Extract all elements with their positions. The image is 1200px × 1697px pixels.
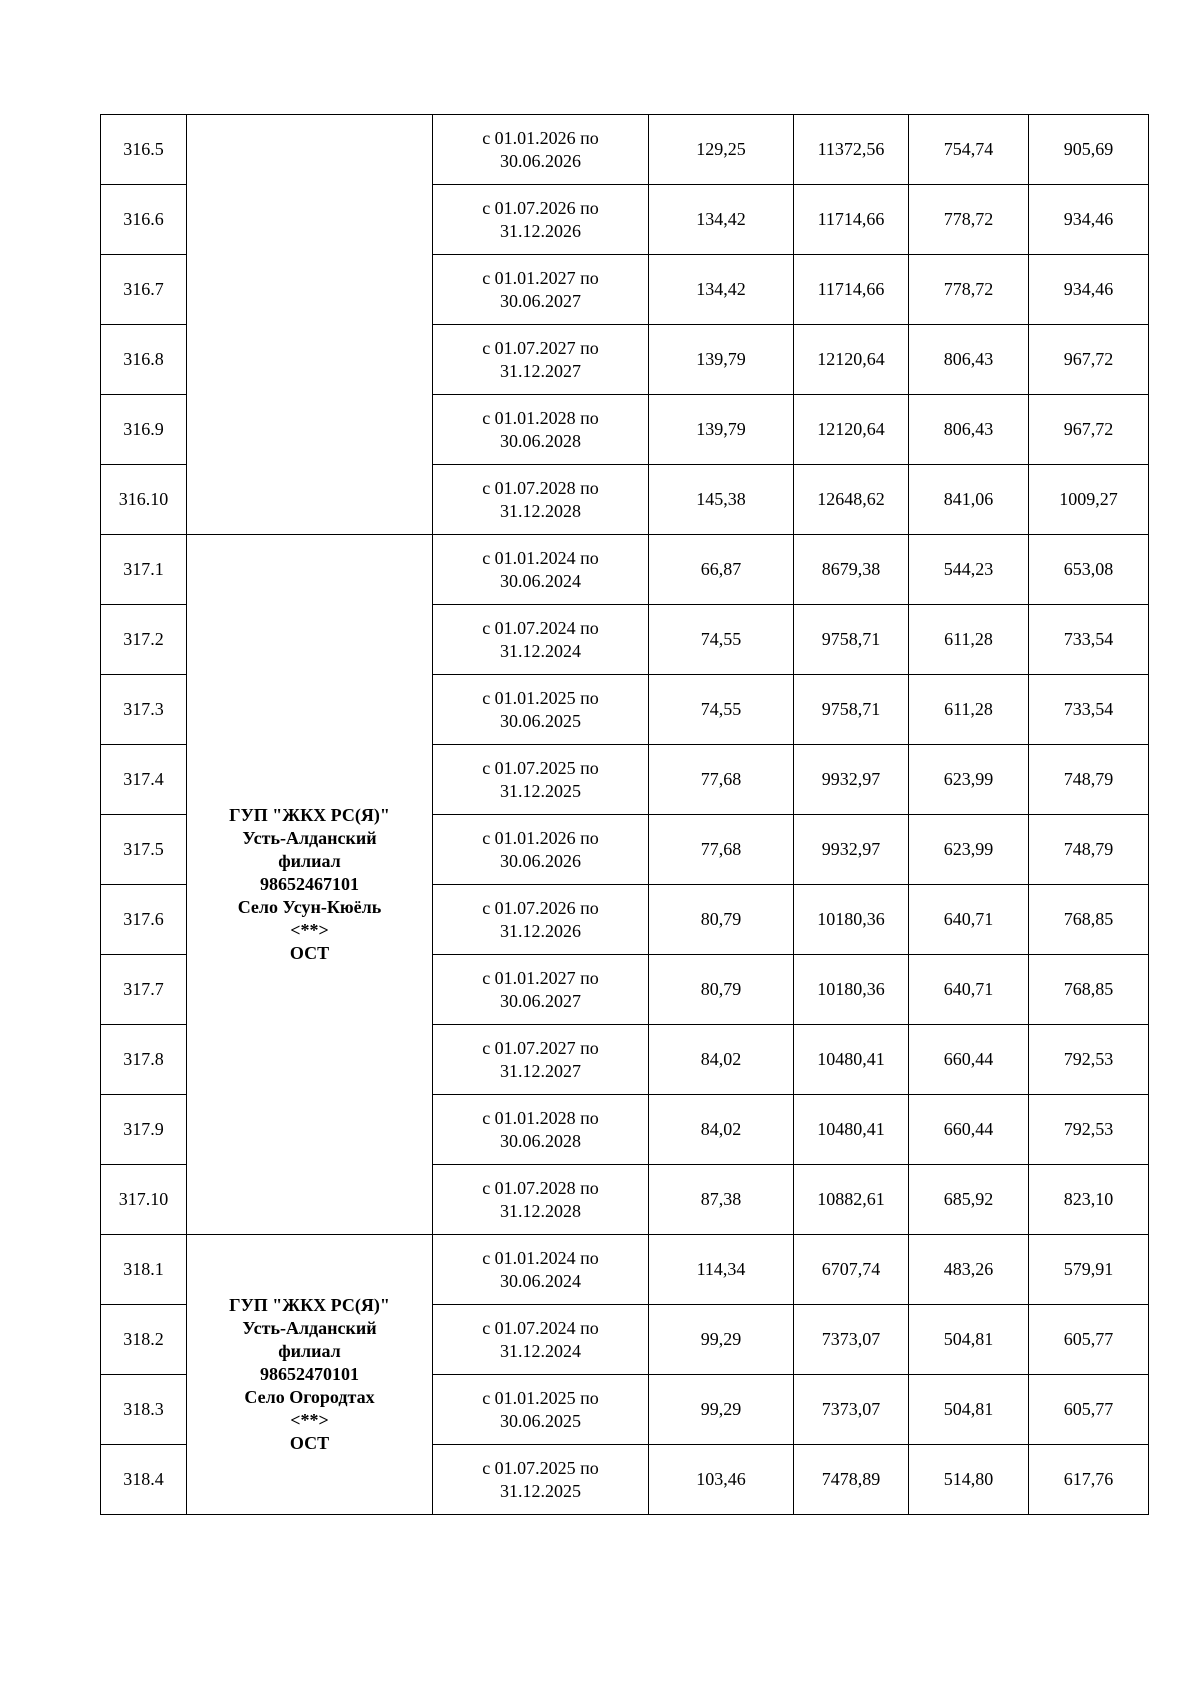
value-cell-v2: 9758,71 <box>794 605 909 675</box>
row-number: 316.8 <box>101 325 187 395</box>
period-cell <box>433 465 649 535</box>
value-cell-v4: 617,76 <box>1029 1445 1149 1515</box>
row-number: 316.6 <box>101 185 187 255</box>
value-cell-v2: 12120,64 <box>794 395 909 465</box>
row-number: 317.10 <box>101 1165 187 1235</box>
value-cell-v4: 823,10 <box>1029 1165 1149 1235</box>
row-number: 317.4 <box>101 745 187 815</box>
period-line: 31.12.2026 <box>500 220 581 241</box>
value-cell-v3: 754,74 <box>909 115 1029 185</box>
value-cell-v2: 11714,66 <box>794 185 909 255</box>
period-line: с 01.01.2027 по <box>482 967 599 988</box>
row-number: 317.1 <box>101 535 187 605</box>
organization-line: филиал <box>278 1341 341 1361</box>
period-cell <box>433 255 649 325</box>
value-cell-v3: 660,44 <box>909 1095 1029 1165</box>
period-line: с 01.07.2028 по <box>482 1177 599 1198</box>
tariff-table-body <box>101 115 1149 1515</box>
value-cell-v4: 934,46 <box>1029 185 1149 255</box>
value-cell-v3: 544,23 <box>909 535 1029 605</box>
value-cell-v1: 103,46 <box>649 1445 794 1515</box>
period-line: с 01.07.2027 по <box>482 337 599 358</box>
period-line: с 01.07.2025 по <box>482 1457 599 1478</box>
period-line: 31.12.2025 <box>500 1480 581 1501</box>
value-cell-v1: 139,79 <box>649 325 794 395</box>
value-cell-v3: 611,28 <box>909 605 1029 675</box>
organization-line: ГУП "ЖКХ РС(Я)" <box>229 1295 390 1315</box>
period-line: с 01.07.2024 по <box>482 617 599 638</box>
value-cell-v4: 579,91 <box>1029 1235 1149 1305</box>
period-cell <box>433 675 649 745</box>
tariff-table <box>100 114 1149 1515</box>
value-cell-v4: 905,69 <box>1029 115 1149 185</box>
value-cell-v1: 145,38 <box>649 465 794 535</box>
value-cell-v2: 9932,97 <box>794 745 909 815</box>
organization-cell <box>187 1235 433 1515</box>
row-number: 317.2 <box>101 605 187 675</box>
organization-line: Село Огородтах <box>244 1387 375 1407</box>
value-cell-v4: 792,53 <box>1029 1025 1149 1095</box>
value-cell-v2: 9932,97 <box>794 815 909 885</box>
period-cell <box>433 605 649 675</box>
organization-line: <**> <box>290 920 329 940</box>
value-cell-v3: 806,43 <box>909 395 1029 465</box>
table-row <box>101 1235 1149 1305</box>
value-cell-v2: 10480,41 <box>794 1025 909 1095</box>
organization-line: ГУП "ЖКХ РС(Я)" <box>229 805 390 825</box>
period-line: 31.12.2026 <box>500 920 581 941</box>
value-cell-v4: 733,54 <box>1029 605 1149 675</box>
value-cell-v4: 768,85 <box>1029 955 1149 1025</box>
organization-line: 98652467101 <box>260 874 359 894</box>
value-cell-v3: 623,99 <box>909 745 1029 815</box>
period-cell <box>433 115 649 185</box>
row-number: 316.7 <box>101 255 187 325</box>
value-cell-v4: 792,53 <box>1029 1095 1149 1165</box>
period-line: с 01.01.2026 по <box>482 827 599 848</box>
period-cell <box>433 745 649 815</box>
period-line: с 01.07.2027 по <box>482 1037 599 1058</box>
period-cell <box>433 885 649 955</box>
period-cell <box>433 325 649 395</box>
value-cell-v4: 653,08 <box>1029 535 1149 605</box>
value-cell-v2: 10882,61 <box>794 1165 909 1235</box>
value-cell-v1: 77,68 <box>649 815 794 885</box>
row-number: 318.4 <box>101 1445 187 1515</box>
period-line: 31.12.2028 <box>500 500 581 521</box>
period-cell <box>433 535 649 605</box>
value-cell-v2: 9758,71 <box>794 675 909 745</box>
value-cell-v4: 733,54 <box>1029 675 1149 745</box>
value-cell-v2: 10480,41 <box>794 1095 909 1165</box>
period-line: с 01.01.2025 по <box>482 687 599 708</box>
value-cell-v2: 12648,62 <box>794 465 909 535</box>
value-cell-v1: 134,42 <box>649 255 794 325</box>
period-cell <box>433 1165 649 1235</box>
period-cell <box>433 395 649 465</box>
period-line: с 01.01.2027 по <box>482 267 599 288</box>
row-number: 317.9 <box>101 1095 187 1165</box>
organization-cell <box>187 535 433 1235</box>
value-cell-v4: 605,77 <box>1029 1305 1149 1375</box>
row-number: 317.8 <box>101 1025 187 1095</box>
value-cell-v4: 748,79 <box>1029 815 1149 885</box>
value-cell-v3: 611,28 <box>909 675 1029 745</box>
value-cell-v1: 99,29 <box>649 1305 794 1375</box>
table-row <box>101 535 1149 605</box>
organization-line: <**> <box>290 1410 329 1430</box>
organization-line: ОСТ <box>289 943 330 963</box>
value-cell-v3: 483,26 <box>909 1235 1029 1305</box>
value-cell-v3: 660,44 <box>909 1025 1029 1095</box>
period-line: 30.06.2025 <box>500 710 581 731</box>
value-cell-v3: 806,43 <box>909 325 1029 395</box>
period-cell <box>433 815 649 885</box>
organization-cell <box>187 115 433 535</box>
period-line: с 01.01.2024 по <box>482 1247 599 1268</box>
value-cell-v1: 84,02 <box>649 1025 794 1095</box>
period-line: 31.12.2027 <box>500 360 581 381</box>
value-cell-v4: 967,72 <box>1029 325 1149 395</box>
value-cell-v1: 77,68 <box>649 745 794 815</box>
value-cell-v1: 87,38 <box>649 1165 794 1235</box>
value-cell-v3: 778,72 <box>909 255 1029 325</box>
organization-line: филиал <box>278 851 341 871</box>
period-line: с 01.01.2025 по <box>482 1387 599 1408</box>
row-number: 316.9 <box>101 395 187 465</box>
value-cell-v1: 74,55 <box>649 675 794 745</box>
row-number: 318.3 <box>101 1375 187 1445</box>
row-number: 318.1 <box>101 1235 187 1305</box>
period-line: с 01.07.2026 по <box>482 897 599 918</box>
value-cell-v4: 748,79 <box>1029 745 1149 815</box>
period-line: 30.06.2027 <box>500 990 581 1011</box>
value-cell-v3: 778,72 <box>909 185 1029 255</box>
row-number: 316.10 <box>101 465 187 535</box>
value-cell-v3: 640,71 <box>909 885 1029 955</box>
period-line: 30.06.2026 <box>500 150 581 171</box>
period-cell <box>433 1445 649 1515</box>
value-cell-v1: 139,79 <box>649 395 794 465</box>
row-number: 317.3 <box>101 675 187 745</box>
value-cell-v4: 1009,27 <box>1029 465 1149 535</box>
period-cell <box>433 1305 649 1375</box>
value-cell-v2: 7478,89 <box>794 1445 909 1515</box>
period-cell <box>433 1235 649 1305</box>
value-cell-v3: 623,99 <box>909 815 1029 885</box>
period-line: 30.06.2024 <box>500 570 581 591</box>
period-cell <box>433 1375 649 1445</box>
row-number: 316.5 <box>101 115 187 185</box>
value-cell-v4: 768,85 <box>1029 885 1149 955</box>
value-cell-v1: 80,79 <box>649 955 794 1025</box>
value-cell-v1: 114,34 <box>649 1235 794 1305</box>
period-cell <box>433 1025 649 1095</box>
value-cell-v1: 66,87 <box>649 535 794 605</box>
value-cell-v4: 605,77 <box>1029 1375 1149 1445</box>
period-line: 31.12.2027 <box>500 1060 581 1081</box>
value-cell-v1: 129,25 <box>649 115 794 185</box>
value-cell-v3: 504,81 <box>909 1305 1029 1375</box>
organization-line: Усть-Алданский <box>242 1318 377 1338</box>
value-cell-v2: 6707,74 <box>794 1235 909 1305</box>
period-line: 30.06.2028 <box>500 1130 581 1151</box>
row-number: 317.5 <box>101 815 187 885</box>
value-cell-v2: 10180,36 <box>794 955 909 1025</box>
row-number: 318.2 <box>101 1305 187 1375</box>
value-cell-v3: 685,92 <box>909 1165 1029 1235</box>
table-row <box>101 115 1149 185</box>
organization-line: Село Усун-Кюёль <box>237 897 382 917</box>
period-cell <box>433 955 649 1025</box>
period-line: с 01.07.2025 по <box>482 757 599 778</box>
value-cell-v1: 74,55 <box>649 605 794 675</box>
value-cell-v2: 12120,64 <box>794 325 909 395</box>
period-line: с 01.07.2028 по <box>482 477 599 498</box>
organization-line: Усть-Алданский <box>242 828 377 848</box>
period-line: 31.12.2024 <box>500 640 581 661</box>
period-line: 30.06.2026 <box>500 850 581 871</box>
period-line: 30.06.2028 <box>500 430 581 451</box>
period-line: 31.12.2024 <box>500 1340 581 1361</box>
value-cell-v3: 504,81 <box>909 1375 1029 1445</box>
value-cell-v3: 841,06 <box>909 465 1029 535</box>
value-cell-v4: 967,72 <box>1029 395 1149 465</box>
value-cell-v4: 934,46 <box>1029 255 1149 325</box>
period-line: с 01.01.2028 по <box>482 1107 599 1128</box>
value-cell-v2: 7373,07 <box>794 1305 909 1375</box>
value-cell-v3: 514,80 <box>909 1445 1029 1515</box>
period-line: с 01.01.2026 по <box>482 127 599 148</box>
period-line: 30.06.2027 <box>500 290 581 311</box>
value-cell-v2: 8679,38 <box>794 535 909 605</box>
period-line: 31.12.2025 <box>500 780 581 801</box>
value-cell-v1: 99,29 <box>649 1375 794 1445</box>
row-number: 317.7 <box>101 955 187 1025</box>
row-number: 317.6 <box>101 885 187 955</box>
period-cell <box>433 185 649 255</box>
value-cell-v1: 84,02 <box>649 1095 794 1165</box>
value-cell-v2: 11714,66 <box>794 255 909 325</box>
value-cell-v2: 11372,56 <box>794 115 909 185</box>
period-cell <box>433 1095 649 1165</box>
value-cell-v1: 134,42 <box>649 185 794 255</box>
organization-line: ОСТ <box>289 1433 330 1453</box>
period-line: 30.06.2024 <box>500 1270 581 1291</box>
period-line: 30.06.2025 <box>500 1410 581 1431</box>
period-line: 31.12.2028 <box>500 1200 581 1221</box>
organization-line: 98652470101 <box>260 1364 359 1384</box>
period-line: с 01.01.2028 по <box>482 407 599 428</box>
value-cell-v2: 7373,07 <box>794 1375 909 1445</box>
value-cell-v1: 80,79 <box>649 885 794 955</box>
period-line: с 01.01.2024 по <box>482 547 599 568</box>
period-line: с 01.07.2026 по <box>482 197 599 218</box>
value-cell-v3: 640,71 <box>909 955 1029 1025</box>
value-cell-v2: 10180,36 <box>794 885 909 955</box>
period-line: с 01.07.2024 по <box>482 1317 599 1338</box>
